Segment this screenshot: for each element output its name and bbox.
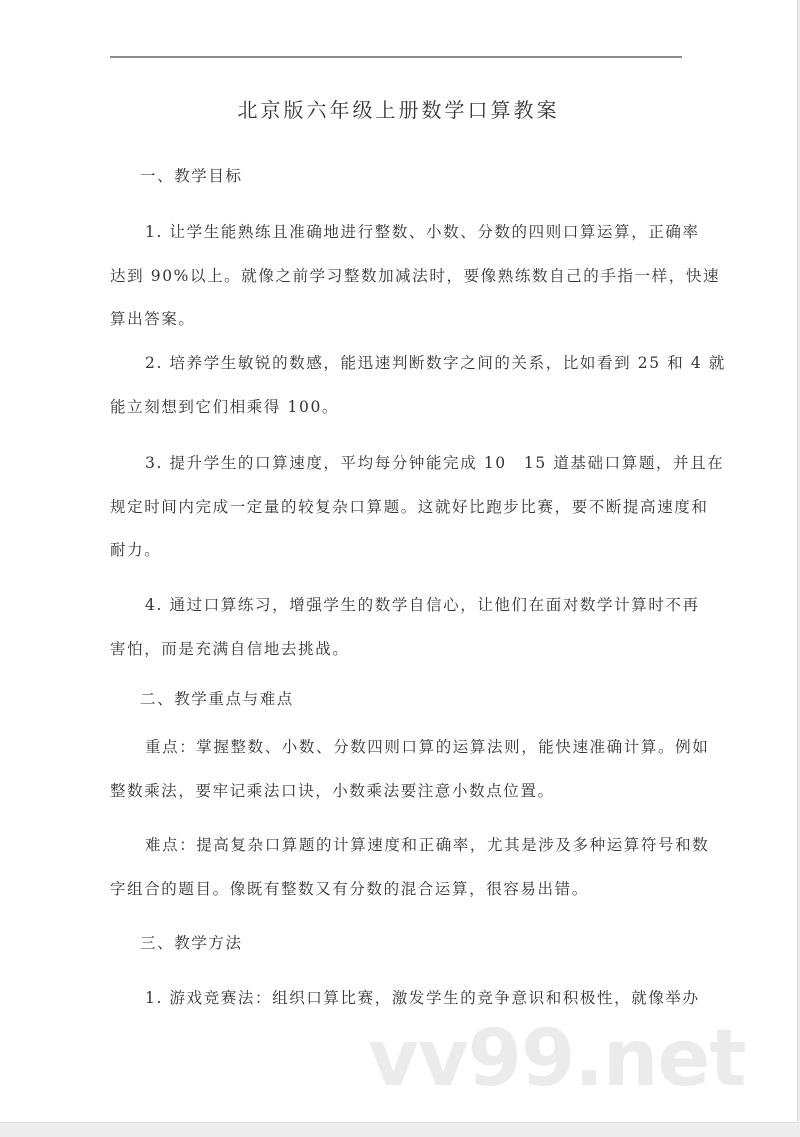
section-heading: 二、教学重点与难点 xyxy=(140,690,294,708)
paragraph-line: 害怕，而是充满自信地去挑战。 xyxy=(110,639,350,658)
paragraph-line: 4. 通过口算练习，增强学生的数学自信心，让他们在面对数学计算时不再 xyxy=(145,596,700,614)
paragraph-line: 能立刻想到它们相乘得 100。 xyxy=(110,397,340,416)
section-heading: 三、教学方法 xyxy=(140,934,243,952)
paragraph-line: 重点：掌握整数、小数、分数四则口算的运算法则，能快速准确计算。例如 xyxy=(145,738,710,756)
paragraph-line: 规定时间内完成一定量的较复杂口算题。这就好比跑步比赛，要不断提高速度和 xyxy=(110,497,709,516)
paragraph-line: 1. 让学生能熟练且准确地进行整数、小数、分数的四则口算运算，正确率 xyxy=(145,223,700,241)
paragraph-line: 难点：提高复杂口算题的计算速度和正确率，尤其是涉及多种运算符号和数 xyxy=(145,836,710,854)
watermark: vv99.net xyxy=(368,1014,746,1104)
paragraph-line: 2. 培养学生敏锐的数感，能迅速判断数字之间的关系，比如看到 25 和 4 就 xyxy=(145,354,726,372)
paragraph-line: 字组合的题目。像既有整数又有分数的混合运算，很容易出错。 xyxy=(110,879,589,898)
paragraph-line: 耐力。 xyxy=(110,541,162,559)
paragraph-line: 3. 提升学生的口算速度，平均每分钟能完成 10 15 道基础口算题，并且在 xyxy=(145,454,725,472)
header-rule xyxy=(110,56,682,58)
paragraph-line: 整数乘法，要牢记乘法口诀，小数乘法要注意小数点位置。 xyxy=(110,781,555,800)
paragraph-line: 1. 游戏竞赛法：组织口算比赛，激发学生的竞争意识和积极性，就像举办 xyxy=(145,989,700,1007)
document-title: 北京版六年级上册数学口算教案 xyxy=(237,98,560,122)
paragraph-line: 算出答案。 xyxy=(110,310,196,328)
section-heading: 一、教学目标 xyxy=(140,167,243,185)
paragraph-line: 达到 90%以上。就像之前学习整数加减法时，要像熟练数自己的手指一样，快速 xyxy=(110,266,721,285)
